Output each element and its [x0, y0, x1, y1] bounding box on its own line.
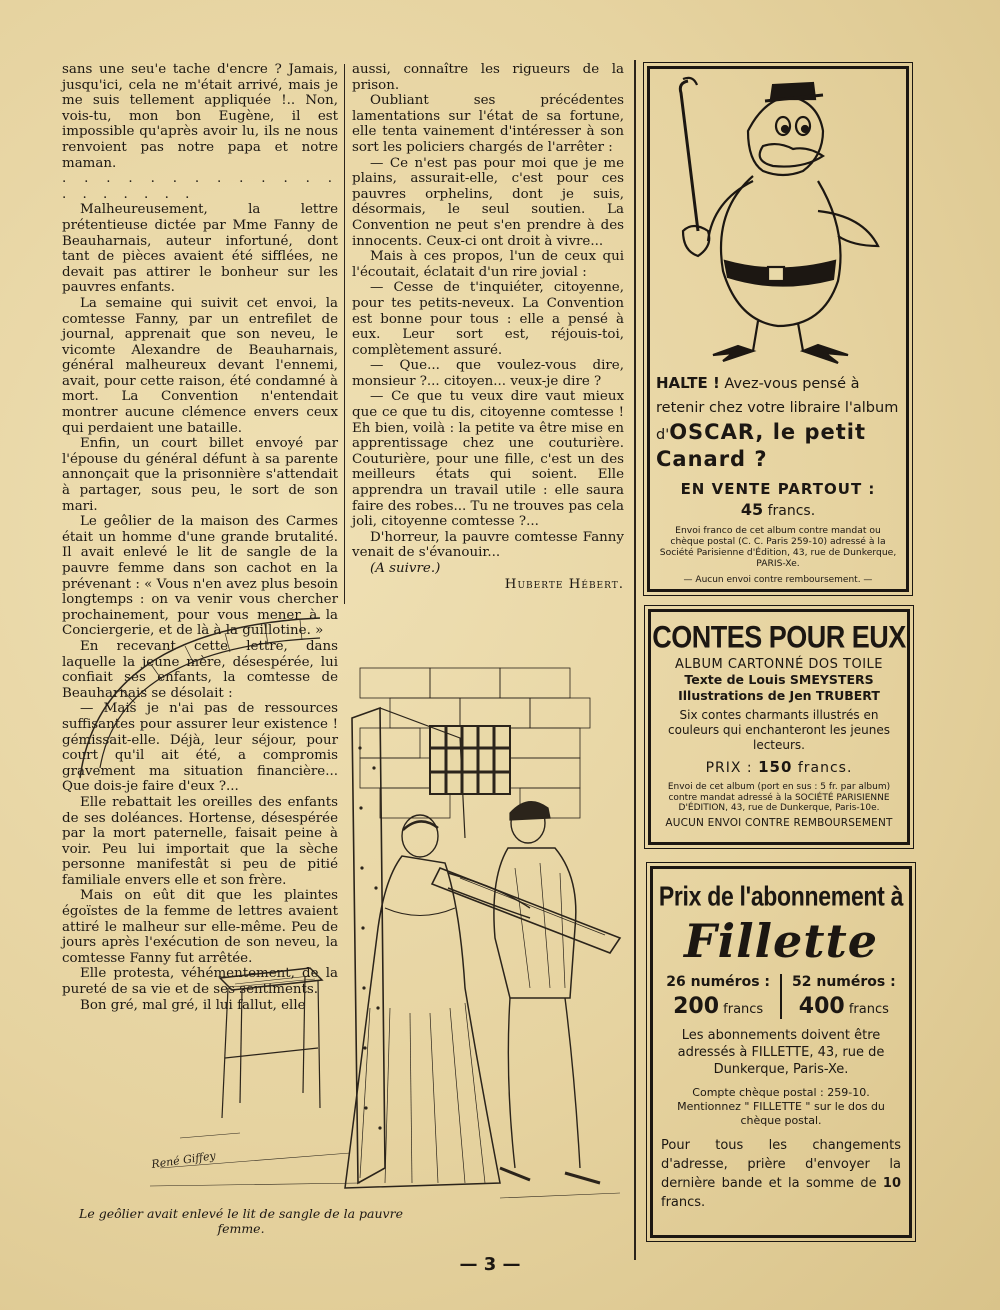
contes-price	[651, 758, 907, 776]
story-paragraph: Mais à ces propos, l'un de ceux qui l'écoutait, éclatait d'un rire jovial :	[352, 249, 624, 280]
story-author: Huberte Hébert.	[504, 576, 624, 592]
fillette-subscription-ad	[650, 866, 912, 1238]
oscar-album-ad	[647, 66, 909, 592]
oscar-sale-notice: EN VENTE PARTOUT :	[680, 480, 876, 498]
story-paragraph: Le geôlier de la maison des Carmes était un homme d'une grande brutalité. Il avait enlevé le lit de sangle de la pauvre femme dans son cachot en la prévenant : « Vous n'en avez plus besoin longtemps : on va venir vous chercher prochainement, pour vous mener à la Conciergerie, et de là à la guillotine. »	[62, 514, 338, 639]
oscar-halte-text	[656, 371, 900, 474]
story-paragraph: Bon gré, mal gré, il lui fallut, elle	[80, 997, 306, 1013]
story-paragraph: Elle protesta, véhémentement, de la pureté de sa vie et de ses sentiments.	[62, 966, 338, 998]
contes-description: Six contes charmants illustrés en couleurs qui enchanteront les jeunes lecteurs.	[668, 708, 890, 752]
oscar-price-value: 45	[740, 500, 764, 519]
contes-author-credit: Texte de Louis SMEYSTERS	[684, 672, 874, 687]
story-paragraph: — Ce que tu veux dire vaut mieux que ce que tu dis, citoyenne comtesse ! Eh bien, voilà : la petite va être mise en apprentissage chez une couturière. Couturière, pour une fille, c'est un des meilleurs états qui soient. Elle apprendra un travail utile : elle saura faire des robes... Tu ne trouves pas cela joli, citoyenne comtesse ?...	[352, 389, 624, 530]
contes-price-value: 150	[758, 758, 793, 776]
oscar-line1: Avez-vous pensé à retenir chez votre libraire l'album	[656, 376, 899, 416]
plan-52-price: 400	[798, 994, 845, 1019]
story-paragraph: Mais on eût dit que les plaintes égoïstes de la femme de lettres avaient attiré le malheur sur elle-même. Peu de jours après l'exécution de son neveu, la comtesse Fanny fut arrêtée.	[62, 888, 338, 966]
subscription-title: Prix de l'abonnement à	[658, 880, 904, 912]
story-column-2	[352, 62, 624, 592]
page-divider	[634, 60, 636, 1260]
story-paragraph: La semaine qui suivit cet envoi, la comtesse Fanny, par un entrefilet de journal, apprenait que son neveu, le vicomte Alexandre de Beauharnais, général malheureux devant l'ennemi, avait, pour cette raison, été condamné à mort. La Convention n'entendait montrer aucune clémence envers ceux qui perdaient une bataille.	[62, 295, 338, 436]
address-change-info	[661, 1136, 901, 1212]
story-paragraph: — Que... que voulez-vous dire, monsieur ?... citoyen... veux-je dire ?	[352, 358, 624, 389]
page-number: — 3 —	[459, 1254, 521, 1275]
story-paragraph: — Mais je n'ai pas de ressources suffisantes pour assurer leur existence ! gémissait-elle. Déjà, leur séjour, pour court qu'il ait été, a compromis gravement ma situation financière... Que dois-je faire d'eux ?...	[62, 701, 338, 795]
contes-order-terms: Envoi de cet album (port en sus : 5 fr. par album) contre mandat adressé à la SOCIÉTÉ PARISIENNE D'ÉDITION, 43, rue de Dunkerque, Paris-10e.	[667, 782, 891, 813]
story-paragraph: — Cesse de t'inquiéter, citoyenne, pour tes petits-neveux. La Convention est bonne pour tous : elle a pensé à eux. Leur sort est, réjouis-toi, complètement assuré.	[352, 280, 624, 358]
story-ellipsis: . . . . . . . . . . . . . . . . . . . .	[62, 171, 338, 202]
contes-title: CONTES POUR EUX	[652, 619, 906, 655]
fillette-logo: Fillette	[683, 914, 879, 968]
plan-26-currency: francs	[723, 1002, 764, 1017]
plan-52-currency: francs	[848, 1002, 889, 1017]
story-paragraph: Oubliant ses précédentes lamentations sur l'état de sa fortune, elle tenta vainement d'intéresser à son sort les policiers chargés de l'arrêter :	[352, 93, 624, 155]
contes-price-unit: francs.	[797, 760, 853, 776]
address-change-text: Pour tous les changements d'adresse, prière d'envoyer la dernière bande et la somme de	[661, 1138, 901, 1191]
oscar-price	[650, 500, 906, 519]
subscription-cheque-info: Compte chèque postal : 259-10. Mentionnez " FILLETTE " sur le dos du chèque postal.	[677, 1086, 885, 1127]
story-paragraph: En recevant cette lettre, dans laquelle la jeune mère, désespérée, lui confiait ses enfants, la comtesse de Beauharnais se désolait :	[62, 638, 338, 701]
prison-cell-illustration	[60, 608, 630, 1208]
address-change-fee: 10	[882, 1176, 901, 1191]
duck-cartoon-illustration	[653, 71, 903, 371]
oscar-order-terms: Envoi franco de cet album contre mandat ou chèque postal (C. C. Paris 259-10) adressé à la Société Parisienne d'Édition, 43, rue de Dunkerque, PARIS-Xe.	[659, 525, 897, 569]
contes-no-cod: AUCUN ENVOI CONTRE REMBOURSEMENT	[665, 816, 893, 829]
oscar-prefix: d'	[656, 427, 670, 443]
oscar-album-title: OSCAR, le petit Canard ?	[656, 420, 866, 471]
oscar-halte: HALTE !	[656, 374, 720, 392]
story-paragraph: D'horreur, la pauvre comtesse Fanny venait de s'évanouir...	[352, 529, 624, 561]
contes-subtitle: ALBUM CARTONNÉ DOS TOILE	[674, 657, 884, 672]
oscar-no-cod: — Aucun envoi contre remboursement. —	[683, 575, 873, 585]
oscar-price-unit: francs.	[767, 503, 816, 519]
contes-pour-eux-ad	[648, 609, 910, 845]
to-be-continued: (A suivre.)	[370, 561, 441, 576]
contes-price-label: PRIX :	[705, 760, 753, 776]
plan-52-label: 52 numéros :	[792, 974, 896, 990]
story-paragraph: Malheureusement, la lettre prétentieuse dictée par Mme Fanny de Beauharnais, auteur infortuné, dont tant de pièces avaient été sifflées, ne devait pas attirer le bonheur sur les pauvres enfants.	[62, 202, 338, 296]
address-change-fee-unit: francs.	[661, 1195, 706, 1210]
story-paragraph: aussi, connaître les rigueurs de la prison.	[352, 62, 624, 93]
plan-26-price: 200	[673, 994, 720, 1019]
subscription-address: Les abonnements doivent être adressés à FILLETTE, 43, rue de Dunkerque, Paris-Xe.	[677, 1028, 885, 1077]
story-paragraph: Elle rebattait les oreilles des enfants de ses doléances. Hortense, désespérée par la mort paternelle, faisait peine à voir. Peu lui importait que la sèche personne manifestât si peu de pitié familiale envers elle et son frère.	[62, 794, 338, 888]
plan-26	[656, 974, 780, 1019]
story-paragraph: sans une seu'e tache d'encre ? Jamais, jusqu'ici, cela ne m'était arrivé, mais je me suis tellement appliquée !.. Non, vois-tu, mon bon Eugène, il est impossible qu'après avoir lu, ils ne nous renvoient pas notre papa et notre maman.	[62, 62, 338, 171]
column-divider	[344, 64, 345, 604]
plan-26-label: 26 numéros :	[666, 974, 770, 990]
contes-illustrator-credit: Illustrations de Jen TRUBERT	[678, 688, 880, 703]
story-paragraph: — Ce n'est pas pour moi que je me plains, assurait-elle, c'est pour ces pauvres orphelins, dont je suis, désormais, le seul soutien. La Convention ne peut s'en prendre à des innocents. Ceux-ci ont droit à vivre...	[352, 155, 624, 249]
subscription-prices	[653, 974, 909, 1019]
plan-52	[780, 974, 906, 1019]
story-paragraph: Enfin, un court billet envoyé par l'épouse du général défunt à sa parente annonçait que la prisonnière s'attendait à partager, sous peu, le sort de son mari.	[62, 436, 338, 514]
artist-signature: René Giffey	[150, 1149, 217, 1171]
illustration-caption: Le geôlier avait enlevé le lit de sangle de la pauvre femme.	[79, 1206, 403, 1236]
